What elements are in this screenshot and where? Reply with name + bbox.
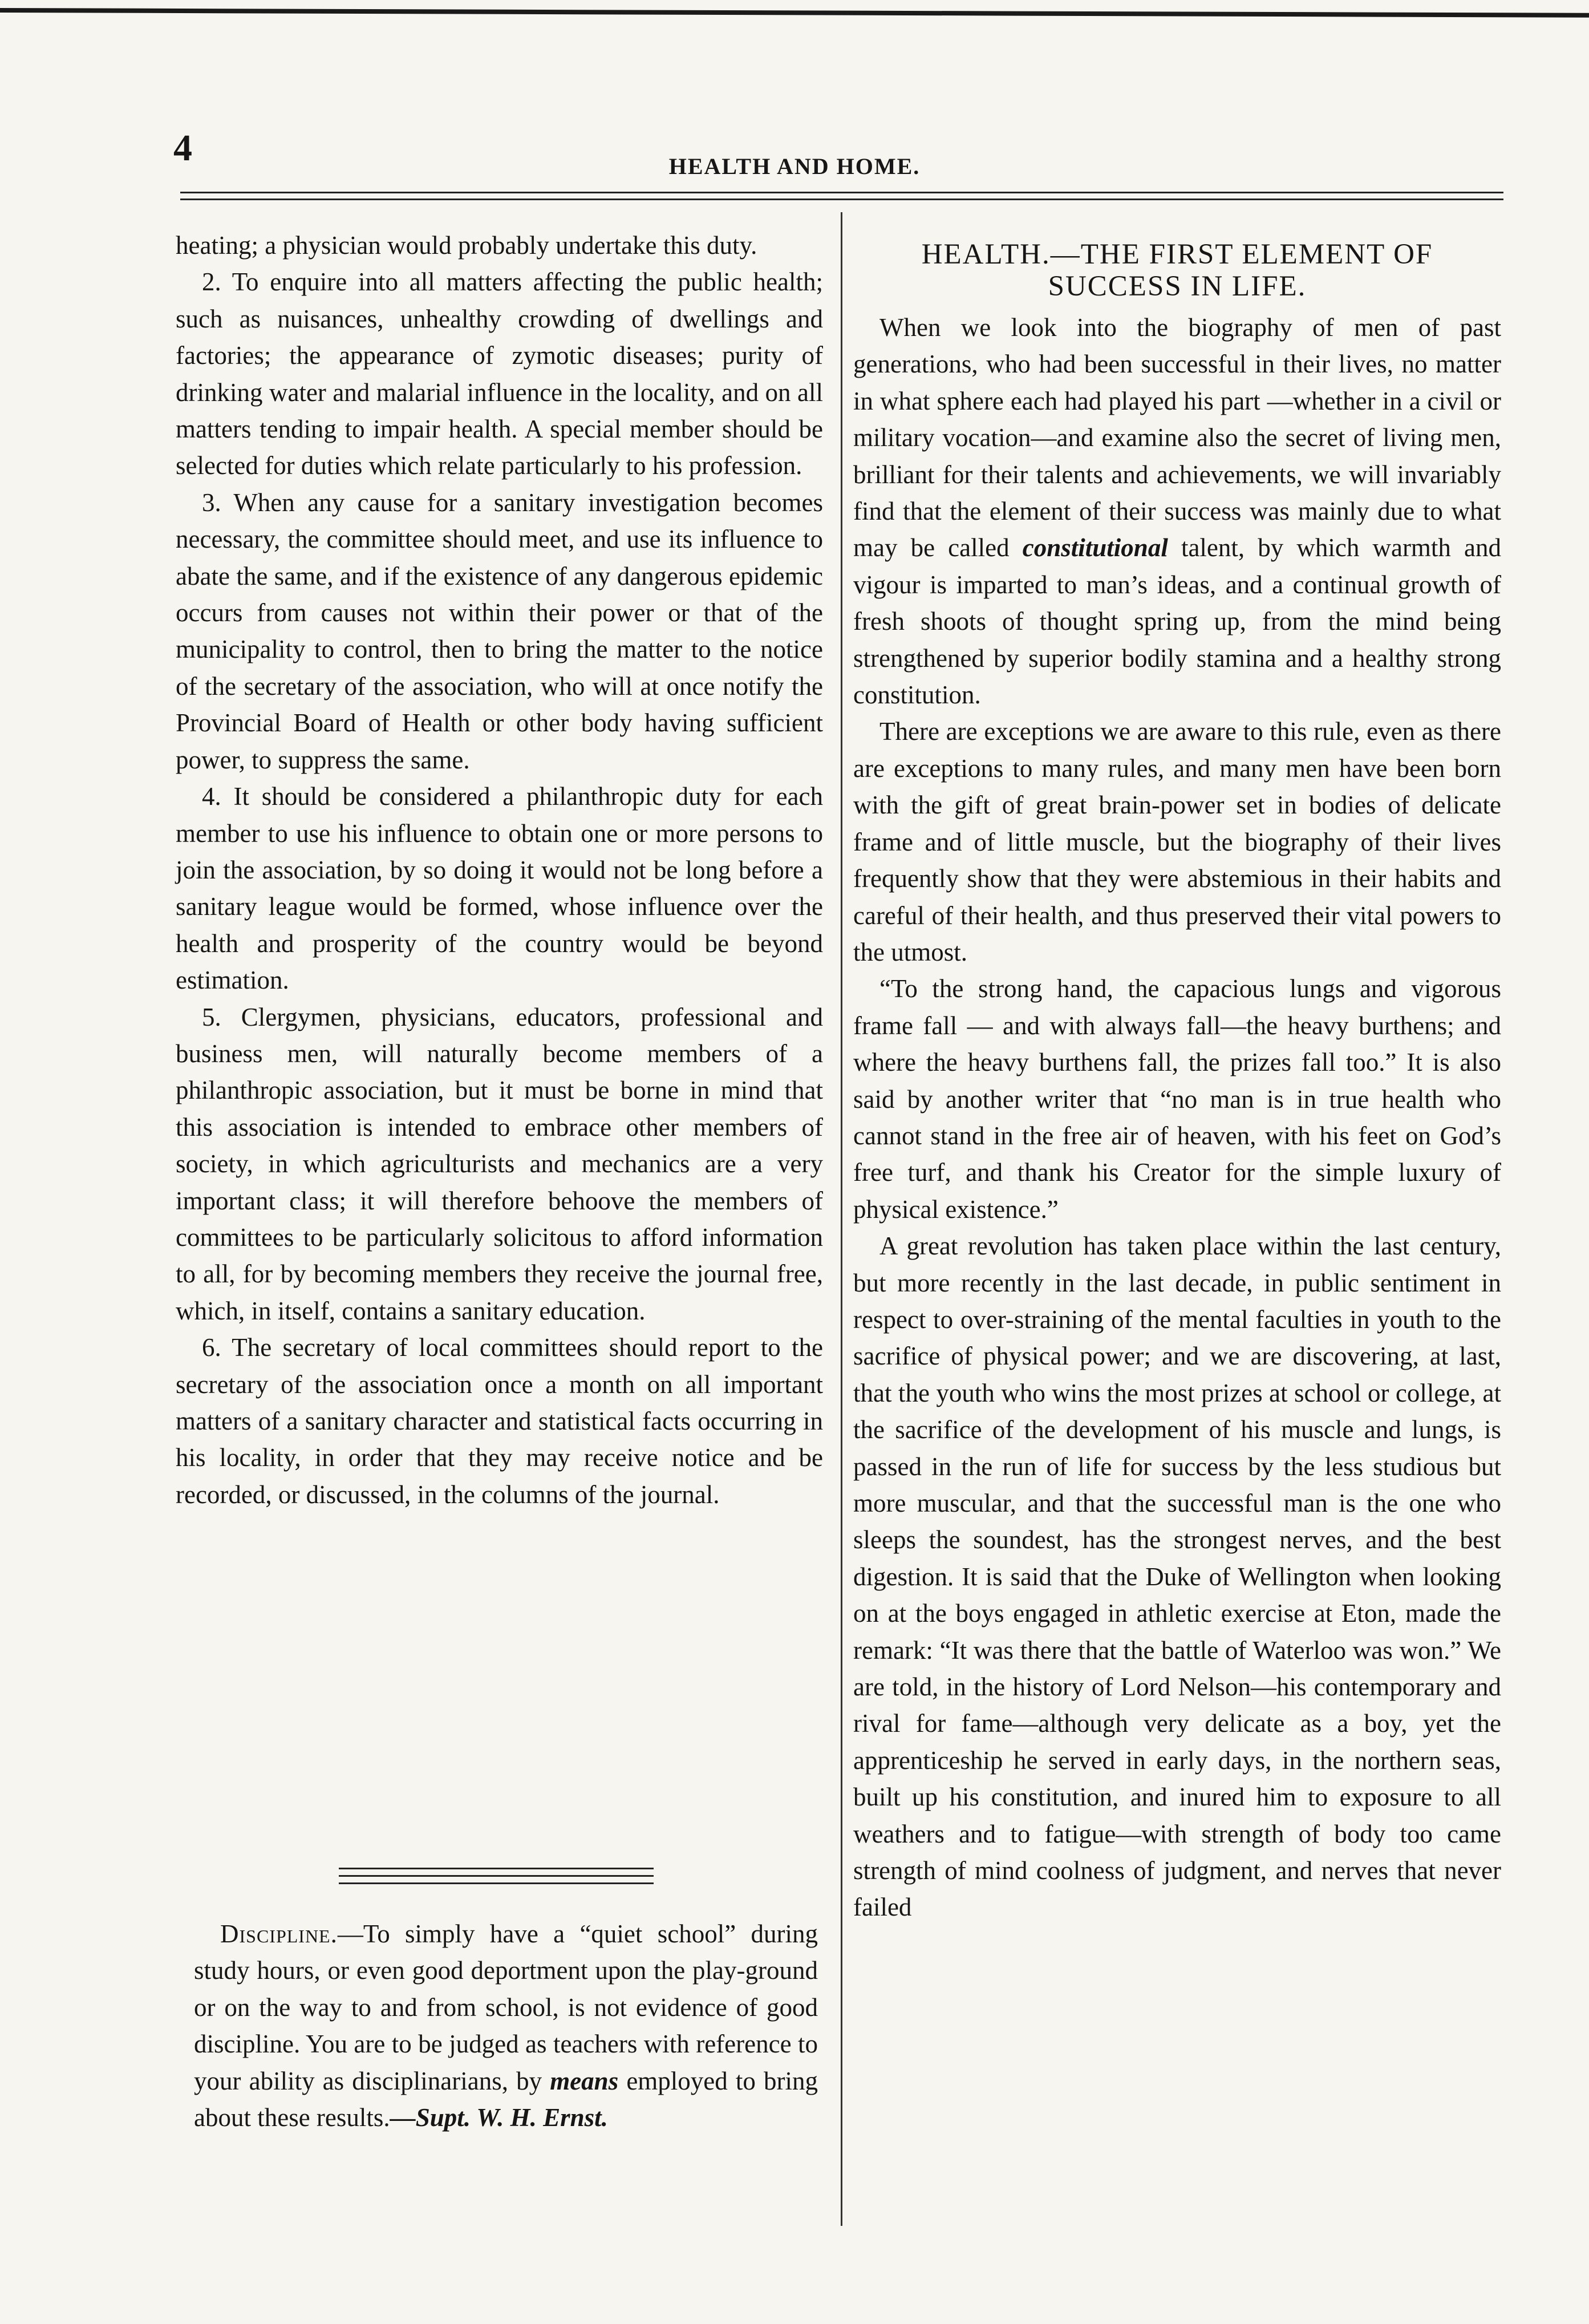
article-paragraph: A great revolution has taken place within the last century, but more recently in the last decade, in public sentiment in respect to over-straining of the mental faculties in youth to the sacrifice of physical power; and we are discovering, at last, that the youth who wins the most prizes at school or college, at the sacrifice of the development of his muscle and lungs, is passed in the run of life for success by the less studious but more muscular, and that the successful man is the one who sleeps the soundest, has the strongest nerves, and the best digestion. It is said that the Duke of Wellington when looking on at the boys engaged in athletic exercise at Eton, made the remark: “It was there that the battle of Waterloo was won.” We are told, in the history of Lord Nelson—his contemporary and rival for fame—although very delicate as a boy, yet the apprenticeship he served in early days, in the northern seas, built up his constitution, and inured him to exposure to all weathers and to fatigue—with strength of body too came strength of mind coolness of judgment, and nerves that never failed bbox=[853, 1232, 1501, 1922]
ornamental-rule bbox=[339, 1882, 654, 1884]
article-paragraph: “To the strong hand, the capacious lungs and vigorous frame fall — and with always fall—the heavy burthens; and where the heavy burthens fall, the prizes fall too.” It is also said by another writer that “no man is in true health who cannot stand in the free air of heaven, with his feet on God’s free turf, and thank his Creator for the simple luxury of physical existence.” bbox=[853, 974, 1501, 1224]
article-title-line: HEALTH.—THE FIRST ELEMENT OF bbox=[921, 238, 1433, 270]
header-rule bbox=[180, 199, 1503, 200]
article-paragraph bbox=[853, 309, 1501, 713]
page-number: 4 bbox=[173, 127, 192, 169]
list-item bbox=[176, 778, 823, 998]
running-title: HEALTH AND HOME. bbox=[668, 153, 921, 179]
discipline-text: employed to bring about these results. bbox=[194, 2066, 818, 2132]
article-paragraph: There are exceptions we are aware to this rule, even as there are exceptions to many rules, and many men have been born with the gift of great brain-power set in bodies of delicate frame and of little muscle, but the biography of their lives frequently show that they were abstemious in their habits and careful of their health, and thus preserved their vital powers to the utmost. bbox=[853, 717, 1501, 966]
item-number: 5. bbox=[202, 1002, 221, 1031]
item-number: 6. bbox=[202, 1333, 221, 1362]
discipline-emphasis: means bbox=[550, 2066, 619, 2095]
paragraph-text: talent, by which warmth and vigour is imparted to man’s ideas, and a continual growth of fresh shoots of thought spring up, from the mind being strengthened by superior bodily stamina and a healthy strong constitution. bbox=[853, 533, 1502, 710]
paragraph-text: When we look into the biography of men of past generations, who had been successful in their lives, no matter in what sphere each had played his part —whether in a civil or military vocation—and examine also the secret of living men, brilliant for their talents and achievements, we will invariably find that the element of their success was mainly due to what may be called bbox=[853, 313, 1501, 562]
list-item bbox=[176, 484, 823, 778]
item-number: 4. bbox=[202, 782, 221, 811]
article-title bbox=[853, 238, 1501, 302]
discipline-text: —To simply have a “quiet school” during study hours, or even good deportment upon the play-ground or on the way to and from school, is not evidence of good discipline. You are to be judged as teachers with reference to your ability as disciplinarians, by bbox=[194, 1920, 818, 2095]
discipline-heading: Discipline. bbox=[220, 1920, 338, 1948]
header-rule bbox=[180, 192, 1503, 193]
continuation-paragraph: heating; a physician would probably undertake this duty. bbox=[176, 231, 757, 260]
ornamental-rule bbox=[339, 1868, 654, 1869]
item-text: The secretary of local committees should report to the secretary of the association once a month on all important matters of a sanitary character and statistical facts occurring in his locality, in order that they may receive notice and be recorded, or discussed, in the columns of the journal. bbox=[176, 1333, 823, 1509]
item-number: 3. bbox=[202, 488, 221, 517]
item-text: It should be considered a philanthropic duty for each member to use his influence to obtain one or more persons to join the association, by so doing it would not be long before a sanitary league would be formed, whose influence over the health and prosperity of the country would be beyond estimation. bbox=[176, 782, 824, 995]
discipline-note bbox=[194, 1916, 818, 2136]
article-title-line: SUCCESS IN LIFE. bbox=[1048, 270, 1307, 302]
item-number: 2. bbox=[202, 268, 221, 297]
item-text: When any cause for a sanitary investigation becomes necessary, the committee should meet, and use its influence to abate the same, and if the existence of any dangerous epidemic occurs from causes not within their power or that of the municipality to control, then to bring the matter to the notice of the secretary of the association, who will at once notify the Provincial Board of Health or other body having sufficient power, to suppress the same. bbox=[176, 488, 824, 774]
list-item bbox=[176, 999, 823, 1330]
discipline-attribution: —Supt. W. H. Ernst. bbox=[390, 2103, 608, 2132]
list-item bbox=[176, 264, 823, 484]
top-border-rule bbox=[0, 8, 1589, 18]
discipline-paragraph bbox=[194, 1916, 818, 2136]
item-text: To enquire into all matters affecting the public health; such as nuisances, unhealthy crowding of dwellings and factories; the appearance of zymotic diseases; purity of drinking water and malarial influence in the locality, and on all matters tending to impair health. A special member should be selected for duties which relate particularly to his profession. bbox=[176, 268, 824, 480]
right-column bbox=[853, 227, 1501, 1926]
item-text: Clergymen, physicians, educators, professional and business men, will naturally become members of a philanthropic association, but it must be borne in mind that this association is intended to embrace other members of society, in which agriculturists and mechanics are a very important class; it will therefore behoove the members of committees to be particularly solicitous to afford information to all, for by becoming members they receive the journal free, which, in itself, contains a sanitary education. bbox=[176, 1002, 824, 1325]
list-item bbox=[176, 1329, 823, 1513]
emphasized-word: constitutional bbox=[1022, 533, 1168, 562]
left-column bbox=[176, 227, 823, 1513]
column-divider bbox=[841, 212, 842, 2226]
ornamental-rule bbox=[339, 1875, 654, 1877]
